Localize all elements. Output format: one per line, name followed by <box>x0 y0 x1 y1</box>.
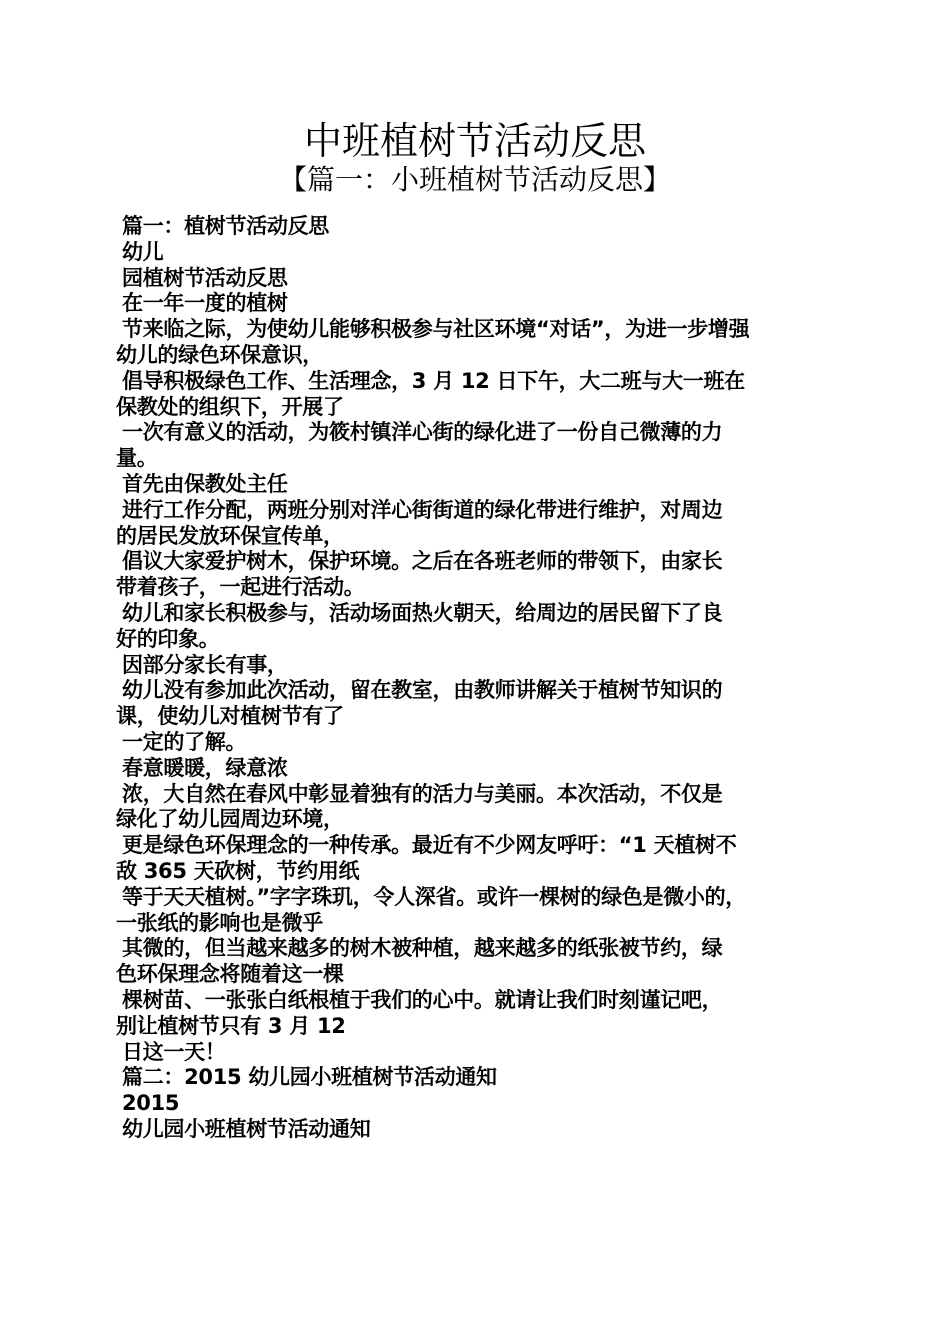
text-line: 其微的，但当越来越多的树木被种植，越来越多的纸张被节约，绿 <box>122 936 723 961</box>
text-line: 幼儿的绿色环保意识， <box>116 342 323 367</box>
text-line: 进行工作分配，两班分别对洋心街街道的绿化带进行维护，对周边 <box>122 497 723 522</box>
text-line: 量。 <box>116 446 158 471</box>
text-line: 绿化了幼儿园周边环境， <box>116 807 344 832</box>
text-line: 一张纸的影响也是微乎 <box>116 910 323 935</box>
text-line: 2015 <box>122 1091 180 1116</box>
text-line: 倡导积极绿色工作、生活理念，3 月 12 日下午，大二班与大一班在 <box>122 368 745 393</box>
text-line: 一定的了解。 <box>122 729 247 754</box>
text-line: 棵树苗、一张张白纸根植于我们的心中。就请让我们时刻谨记吧， <box>122 987 723 1012</box>
text-line: 篇二：2015 幼儿园小班植树节活动通知 <box>122 1065 497 1090</box>
text-line: 倡议大家爱护树木，保护环境。之后在各班老师的带领下，由家长 <box>122 549 723 574</box>
text-line: 日这一天！ <box>122 1039 226 1064</box>
text-line: 敌 365 天砍树，节约用纸 <box>116 858 360 883</box>
document-body <box>116 214 836 1143</box>
text-line: 首先由保教处主任 <box>122 471 288 496</box>
text-line: 幼儿园小班植树节活动通知 <box>122 1116 371 1141</box>
document-title: 中班植树节活动反思 <box>303 119 646 163</box>
text-line: 带着孩子，一起进行活动。 <box>116 575 365 600</box>
text-line: 更是绿色环保理念的一种传承。最近有不少网友呼吁：“1 天植树不 <box>122 833 737 858</box>
text-line: 节来临之际，为使幼儿能够积极参与社区环境“对话”，为进一步增强 <box>122 317 750 342</box>
text-line: 篇一：植树节活动反思 <box>122 214 329 238</box>
text-line: 等于天天植树。”字字珠玑，令人深省。或许一棵树的绿色是微小的， <box>122 884 746 909</box>
text-line: 色环保理念将随着这一棵 <box>116 962 344 987</box>
text-line: 在一年一度的植树 <box>122 291 288 316</box>
text-line: 幼儿 <box>122 239 164 264</box>
text-line: 因部分家长有事， <box>122 652 288 677</box>
text-line: 好的印象。 <box>116 626 220 651</box>
text-line: 课，使幼儿对植树节有了 <box>116 704 344 729</box>
text-line: 保教处的组织下，开展了 <box>116 394 344 419</box>
text-line: 春意暖暖，绿意浓 <box>122 755 288 780</box>
text-line: 浓，大自然在春风中彰显着独有的活力与美丽。本次活动，不仅是 <box>122 781 723 806</box>
text-line: 别让植树节只有 3 月 12 <box>116 1013 346 1038</box>
text-line: 的居民发放环保宣传单， <box>116 523 344 548</box>
text-line: 幼儿和家长积极参与，活动场面热火朝天，给周边的居民留下了良 <box>122 600 723 625</box>
text-line: 园植树节活动反思 <box>122 265 288 290</box>
document-subtitle: 【篇一：小班植树节活动反思】 <box>278 163 671 196</box>
text-line: 幼儿没有参加此次活动，留在教室，由教师讲解关于植树节知识的 <box>122 678 723 703</box>
text-line: 一次有意义的活动，为筱村镇洋心街的绿化进了一份自己微薄的力 <box>122 420 723 445</box>
